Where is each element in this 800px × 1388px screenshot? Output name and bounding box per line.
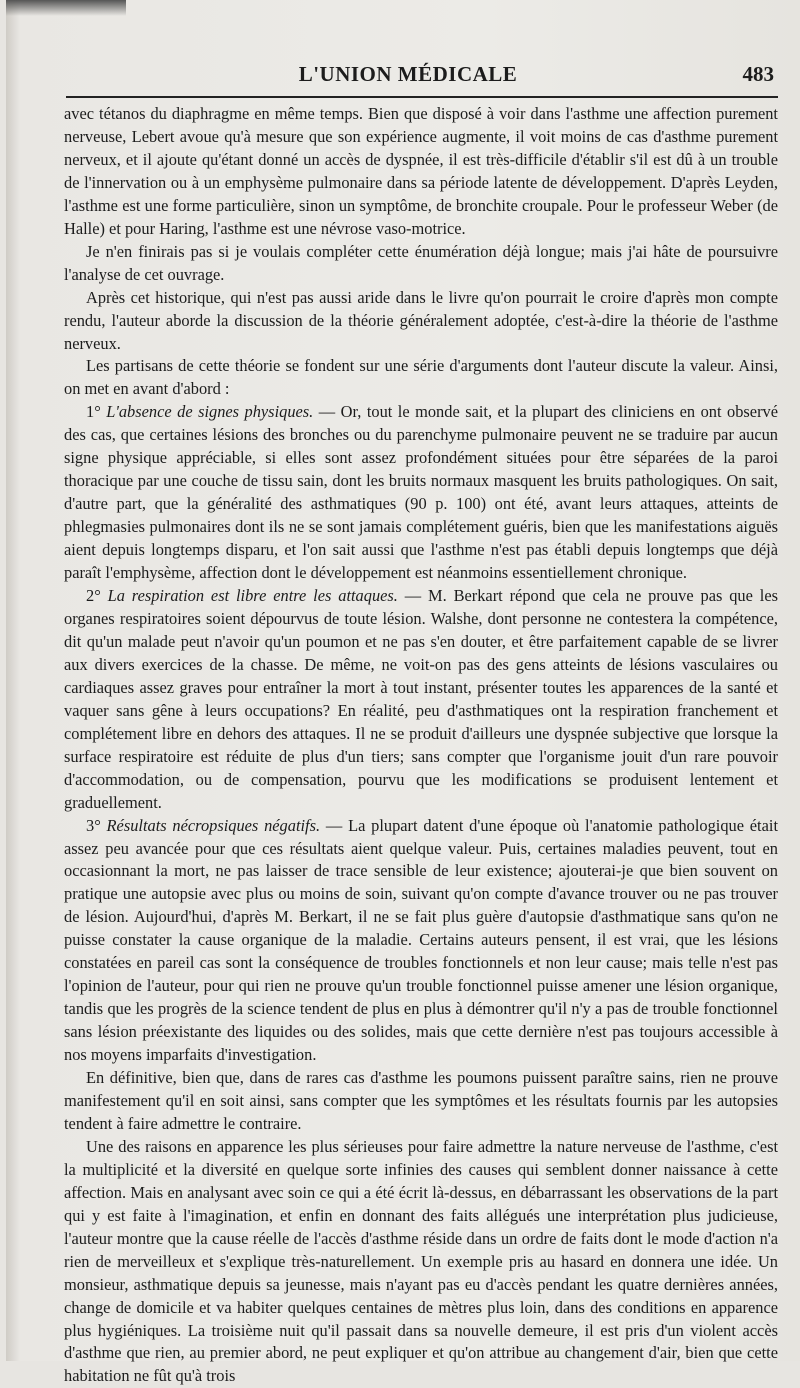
paragraph: En définitive, bien que, dans de rares cas d'asthme les poumons puissent paraître sains, rien ne prouve manifestement qu'il en soit ainsi, sans compter que les symptômes et les résultats fournis par les autopsies tendent à faire admettre le contraire. <box>64 1068 778 1133</box>
numbered-paragraph <box>64 585 778 815</box>
header-rule <box>66 96 778 98</box>
article-body <box>64 103 778 1388</box>
item-text: — Or, tout le monde sait, et la plupart des cliniciens en ont observé des cas, que certaines lésions des bronches ou du parenchyme pulmonaire peuvent ne se traduire par aucun signe physique appréciable, si elles sont assez profondément situées pour être séparées de la paroi thoracique par une couche de tissu sain, dont les bruits normaux masquent les bruits pathologiques. On sait, d'autre part, que la généralité des asthmatiques (90 p. 100) ont été, avant leurs attaques, atteints de phlegmasies pulmonaires dont ils ne se sont jamais complétement guéris, bien que les manifestations aiguës aient depuis longtemps disparu, et l'on sait aussi que l'asthme n'est pas établi depuis longtemps que déjà paraît l'emphysème, affection dont le développement est néanmoins essentiellement chronique. <box>64 402 778 583</box>
item-number: 1° <box>86 402 101 422</box>
paragraph: Je n'en finirais pas si je voulais compléter cette énumération déjà longue; mais j'ai hâte de poursuivre l'analyse de cet ouvrage. <box>64 241 778 284</box>
item-title: Résultats nécropsiques négatifs. <box>106 815 321 835</box>
item-number: 2° <box>86 586 101 606</box>
item-number: 3° <box>86 815 101 835</box>
numbered-paragraph <box>64 401 778 585</box>
paragraph: Après cet historique, qui n'est pas aussi aride dans le livre qu'on pourrait le croire d'après mon compte rendu, l'auteur aborde la discussion de la théorie généralement adoptée, c'est-à-dire la théorie de l'asthme nerveux. <box>64 287 778 353</box>
scanned-page <box>6 0 800 1386</box>
paragraph: Une des raisons en apparence les plus sérieuses pour faire admettre la nature nerveuse de l'asthme, c'est la multiplicité et la diversité en quelque sorte infinies des causes qui semblent donner naissance à cette affection. Mais en analysant avec soin ce qui a été écrit là-dessus, en débarrassant les observations de la part qui y est faite à l'imagination, et enfin en donnant des faits allégués une interprétation plus judicieuse, l'auteur montre que la cause réelle de l'accès d'asthme réside dans un ordre de faits dont le mode d'action n'a rien de merveilleux et s'explique très-naturellement. Un exemple pris au hasard en donnera une idée. Un monsieur, asthmatique depuis sa jeunesse, mais n'ayant pas eu d'accès pendant les quatre dernières années, change de domicile et va habiter quelques centaines de mètres plus loin, dans des conditions en apparence plus hygiéniques. La troisième nuit qu'il passait dans sa nouvelle demeure, il est pris d'un violent accès d'asthme que rien, au premier abord, ne peut expliquer et qu'on attribue au changement d'air, bien que cette habitation ne fût qu'à trois <box>64 1136 778 1386</box>
page-number: 483 <box>742 62 774 86</box>
page-header <box>36 62 780 90</box>
paragraph: avec tétanos du diaphragme en même temps. Bien que disposé à voir dans l'asthme une affection purement nerveuse, Lebert avoue qu'à mesure que son expérience augmente, il voit moins de cas d'asthme purement nerveux, et il ajoute qu'étant donné un accès de dyspnée, il est très-difficile d'établir s'il est dû à un trouble de l'innervation ou à un emphysème pulmonaire dans sa période latente de développement. D'après Leyden, l'asthme est une forme particulière, sinon un symptôme, de bronchite croupale. Pour le professeur Weber (de Halle) et pour Haring, l'asthme est une névrose vaso-motrice. <box>64 104 778 238</box>
item-text: — La plupart datent d'une époque où l'anatomie pathologique était assez peu avancée pour que ces résultats aient quelque valeur. Puis, certaines maladies peuvent, tout en occasionnant la mort, ne pas laisser de trace sensible de leur existence; ajouterai-je que bien souvent on pratique une autopsie avec plus ou moins de soin, suivant qu'on compte d'avance trouver ou ne pas trouver de lésion. Aujourd'hui, d'après M. Berkart, il ne se fait plus guère d'autopsie d'asthmatique sans qu'on ne puisse constater la cause organique de la maladie. Certains auteurs pensent, il est vrai, que les lésions constatées en pareil cas sont la conséquence de troubles fonctionnels et non leur cause; mais telle n'est pas l'opinion de l'auteur, pour qui rien ne prouve qu'un trouble fonctionnel puisse amener une lésion organique, tandis que les progrès de la science tendent de plus en plus à démontrer qu'il n'y a pas de trouble fonctionnel sans lésion préexistante des liquides ou des solides, mais que cette dernière n'est pas toujours accessible à nos moyens imparfaits d'investigation. <box>64 815 778 1065</box>
item-title: L'absence de signes physiques. <box>106 402 314 422</box>
item-text: — M. Berkart répond que cela ne prouve pas que les organes respiratoires soient dépourvus de toute lésion. Walshe, dont personne ne contestera la compétence, dit qu'un malade peut n'avoir qu'un poumon et ne pas s'en douter, et être parfaitement capable de se livrer aux divers exercices de la chasse. De même, ne voit-on pas des gens atteints de lésions vasculaires ou cardiaques assez graves pour entraîner la mort à tout instant, présenter toutes les apparences de la santé et vaquer sans gêne à leurs occupations? En réalité, peu d'asthmatiques ont la respiration franchement et complétement libre en dehors des attaques. Il ne se produit d'ailleurs une dyspnée subjective que lorsque la surface respiratoire est réduite de plus d'un tiers; sans compter que l'organisme jouit d'un rare pouvoir d'accommodation, ou de compensation, pourvu que les modifications se produisent lentement et graduellement. <box>64 586 778 812</box>
scan-shadow <box>6 0 126 16</box>
numbered-paragraph <box>64 815 778 1067</box>
running-title: L'UNION MÉDICALE <box>298 62 518 86</box>
item-title: La respiration est libre entre les attaques. <box>107 586 398 606</box>
paragraph: Les partisans de cette théorie se fondent sur une série d'arguments dont l'auteur discute la valeur. Ainsi, on met en avant d'abord : <box>64 356 778 399</box>
